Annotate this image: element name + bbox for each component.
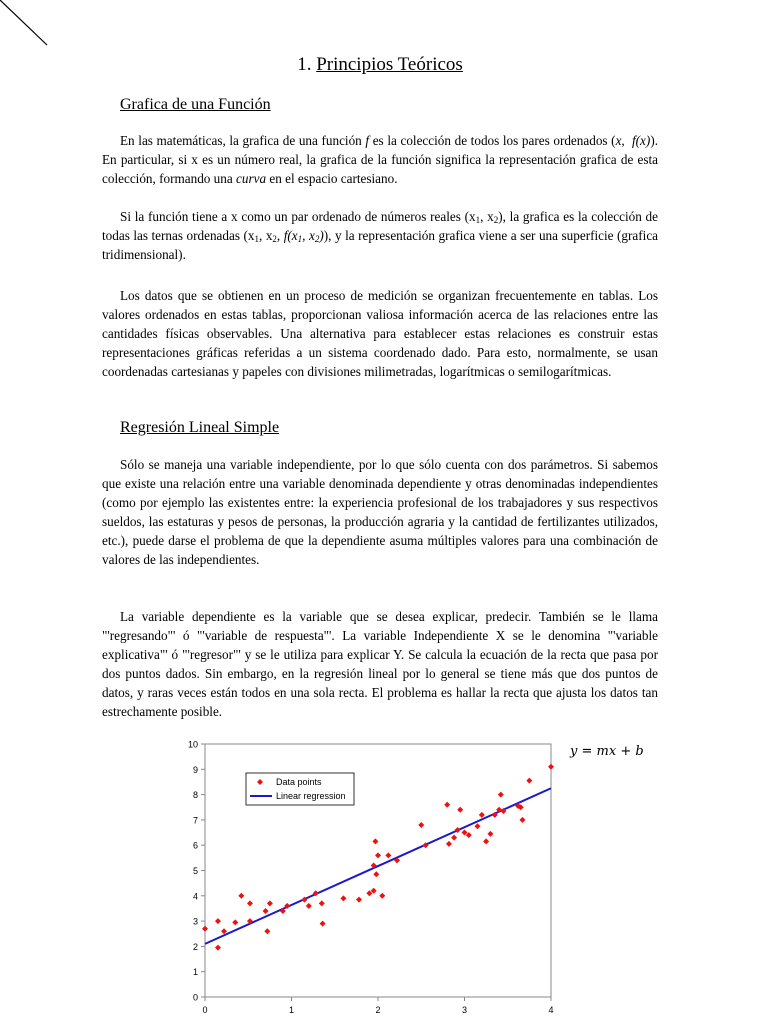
heading-regresion-lineal: Regresión Lineal Simple xyxy=(120,419,280,436)
section-title-text: Principios Teóricos xyxy=(316,54,463,75)
paragraph-regresion-1: Sólo se maneja una variable independiente, por lo que sólo cuenta con dos parámetros. Si sabemos que existe una relación entre una variable denominada dependiente y otras denominadas independientes (como por ejemplo las existentes entre: la experiencia profesional de los trabajadores y sus respectivos sueldos, las estaturas y pesos de personas, la producción agraria y la cantidad de fertilizantes utilizados, etc.), puede darse el problema de que la dependiente asuma múltiples valores para una combinación de valores de las independientes. xyxy=(102,457,658,567)
paragraph-regresion-2: La variable dependiente es la variable que se desea explicar, predecir. También se le llama "'regresando"' ó "'variable de respuesta"'. La variable Independiente X se le denomina "'variable explicativa"' ó "'regresor"' y se le utiliza para explicar Y. Se calcula la ecuación de la recta que pasa por dos puntos dados. Sin embargo, en la regresión lineal por lo general se tiene más que dos puntos de datos, y raras veces están todos en una sola recta. El problema es hallar la recta que ajusta los datos tan estrechamente posible. xyxy=(102,609,658,719)
x-tick-label: 3 xyxy=(461,1005,468,1015)
y-tick-label: 1 xyxy=(192,967,198,978)
x-tick-label: 2 xyxy=(375,1005,381,1015)
legend-label-points: Data points xyxy=(276,777,322,787)
corner-decoration-line xyxy=(0,0,60,60)
x-tick-label: 0 xyxy=(202,1005,208,1015)
heading-grafica-funcion: Grafica de una Función xyxy=(120,96,271,113)
regression-formula: y = mx + b xyxy=(570,744,644,759)
y-tick-label: 10 xyxy=(187,739,198,750)
paragraph-grafica-2: Si la función tiene a x como un par ordenado de números reales ($x_1$, $x_2$), la grafica es la colección de todas las ternas ordenadas ($x_1$, $x_2$, $f(x_1$, $x_2$)), y la representación grafica viene a ser una superficie (grafica tridimensional). xyxy=(102,209,659,262)
y-tick-label: 8 xyxy=(192,790,198,801)
legend-label-line: Linear regression xyxy=(276,791,346,801)
y-tick-label: 3 xyxy=(192,916,198,927)
y-tick-label: 2 xyxy=(192,941,198,952)
y-tick-label: 5 xyxy=(192,866,198,876)
y-tick-label: 0 xyxy=(192,992,198,1003)
regression-chart xyxy=(170,732,560,1024)
y-tick-label: 6 xyxy=(192,840,198,851)
y-tick-label: 7 xyxy=(192,815,198,826)
section-title xyxy=(102,54,658,76)
paragraph-grafica-1: En las matemáticas, la grafica de una función f es la colección de todos los pares ordenados (x, f(x)). En particular, si x es un número real, la grafica de la función significa la representación grafica de esta colección, formando una curva en el espacio cartesiano. xyxy=(102,133,659,186)
y-tick-label: 4 xyxy=(192,891,198,902)
paragraph-grafica-3: Los datos que se obtienen en un proceso de medición se organizan frecuentemente en tablas. Los valores ordenados en estas tablas, proporcionan valiosa información acerca de las relaciones entre las cantidades físicas observables. Una alternativa para establecer estas relaciones es construir estas representaciones gráficas referidas a un sistema coordenado dado. Para esto, normalmente, se usan coordenadas cartesianas y papeles con divisiones milimetradas, logarítmicas o semilogarítmicas. xyxy=(102,288,658,379)
x-tick-label: 4 xyxy=(548,1005,554,1015)
section-number: 1. xyxy=(297,54,312,75)
x-tick-label: 1 xyxy=(288,1005,295,1015)
y-tick-label: 9 xyxy=(192,764,198,775)
